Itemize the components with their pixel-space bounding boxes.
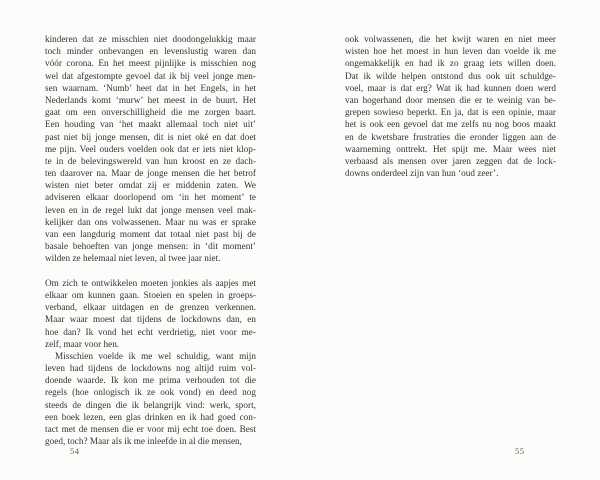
- text-line: doende waarde. Ik kon me prima verhouden tot die: [45, 375, 256, 386]
- text-line: regels (hoe onlogisch ik ze ook vond) en deed nog: [45, 387, 256, 398]
- text-line: wel dat afgestompte gevoel dat ik bij veel jonge men-: [45, 70, 256, 81]
- text-line: Maar waar moest dat tijdens de lockdowns dan, en: [45, 314, 256, 325]
- text-line: van hogerhand door mensen die er te weinig van be-: [345, 94, 556, 105]
- page-number-right: 55: [515, 446, 525, 456]
- text-line: het is ook een gevoel dat me zelfs nu nog boos maakt: [345, 119, 556, 130]
- text-line: te in de belevingswereld van hun kroost en ze dach-: [45, 155, 256, 166]
- text-line: kelijker dan ons volwassenen. Maar nu was er sprake: [45, 216, 256, 227]
- text-line: steeds de dingen die ik belangrijk vind: werk, sport,: [45, 399, 256, 410]
- text-line: toch minder onbevangen en levenslustig waren dan: [45, 46, 256, 57]
- text-line: adviseren elkaar doorlopend om ‘in het moment’ te: [45, 192, 256, 203]
- text-line: ongemakkelijk en had ik zo graag iets willen doen.: [345, 58, 556, 69]
- text-line: verband, elkaar uitdagen en de grenzen verkennen.: [45, 302, 256, 313]
- text-line: gaat om een onverschilligheid die me zorgen baart.: [45, 107, 256, 118]
- text-line: hoe dan? Ik vond het echt verdrietig, niet voor me-: [45, 326, 256, 337]
- text-line: verbaasd als mensen over jaren zeggen dat de lock-: [345, 155, 556, 166]
- paragraph: [345, 33, 556, 179]
- paragraph: [45, 33, 256, 265]
- text-line: tact met de mensen die er voor mij echt toe doen. Best: [45, 424, 256, 434]
- text-line: kinderen dat ze misschien niet doodongelukkig maar: [45, 34, 256, 44]
- text-line: leven had tijdens de lockdowns nog altijd ruim vol-: [45, 363, 256, 374]
- text-line: en de kwetsbare frustraties die eronder liggen aan de: [345, 131, 556, 142]
- text-line: sen waarnam. ‘Numb’ heet dat in het Engels, in het: [45, 82, 256, 93]
- text-line: Misschien voelde ik me wel schuldig, want mijn: [55, 350, 256, 361]
- text-line: wilden ze helemaal niet leven, al twee jaar niet.: [45, 253, 221, 264]
- paragraph: [45, 277, 256, 350]
- paragraph: [45, 350, 256, 448]
- left-page-text: [45, 33, 256, 447]
- text-line: wisten niet beter omdat zij er middenin zaten. We: [45, 180, 256, 191]
- right-page-text: [345, 33, 556, 179]
- text-line: goed, toch? Maar als ik me inleefde in al die mensen,: [45, 436, 242, 447]
- text-line: grepen sowieso beperkt. En ja, dat is een opinie, maar: [345, 107, 556, 118]
- text-line: ten daarover na. Maar de jonge mensen die het betrof: [45, 168, 256, 179]
- text-line: leven en in de regel lukt dat jonge mensen veel mak-: [45, 204, 256, 215]
- text-line: past niet bij jonge mensen, dit is niet oké en dat doet: [45, 131, 256, 142]
- text-line: Dat ik wilde helpen ontstond dus ook uit schuldge-: [345, 70, 556, 81]
- text-line: me pijn. Veel ouders voelden ook dat er iets niet klop-: [45, 143, 256, 154]
- text-line: Om zich te ontwikkelen moeten jonkies als aapjes met: [45, 277, 256, 288]
- text-line: waarneming onttrekt. Het spijt me. Maar wees niet: [345, 143, 556, 154]
- text-line: Een houding van ‘het maakt allemaal toch niet uit’: [45, 119, 256, 130]
- text-line: basale behoeften van jonge mensen: in ‘dit moment’: [45, 241, 256, 252]
- page-number-left: 54: [70, 446, 80, 456]
- text-line: ook volwassenen, die het kwijt waren en niet meer: [345, 34, 556, 44]
- text-line: vóór corona. En het meest pijnlijke is misschien nog: [45, 58, 256, 69]
- text-line: van een langdurig moment dat totaal niet past bij de: [45, 229, 256, 239]
- text-line: een boek lezen, een glas drinken en ik had goed con-: [45, 411, 256, 422]
- text-line: zelf, maar voor hen.: [45, 338, 120, 349]
- text-line: downs onderdeel zijn van hun ‘oud zeer’.: [345, 168, 499, 179]
- text-line: elkaar om kunnen gaan. Stoeien en spelen in groeps-: [45, 289, 256, 300]
- text-line: wisten hoe het moest in hun leven dan voelde ik me: [345, 46, 556, 57]
- text-line: voel, maar is dat erg? Wat ik had kunnen doen werd: [345, 82, 556, 93]
- text-line: Nederlands komt ‘murw’ het meest in de buurt. Het: [45, 94, 256, 105]
